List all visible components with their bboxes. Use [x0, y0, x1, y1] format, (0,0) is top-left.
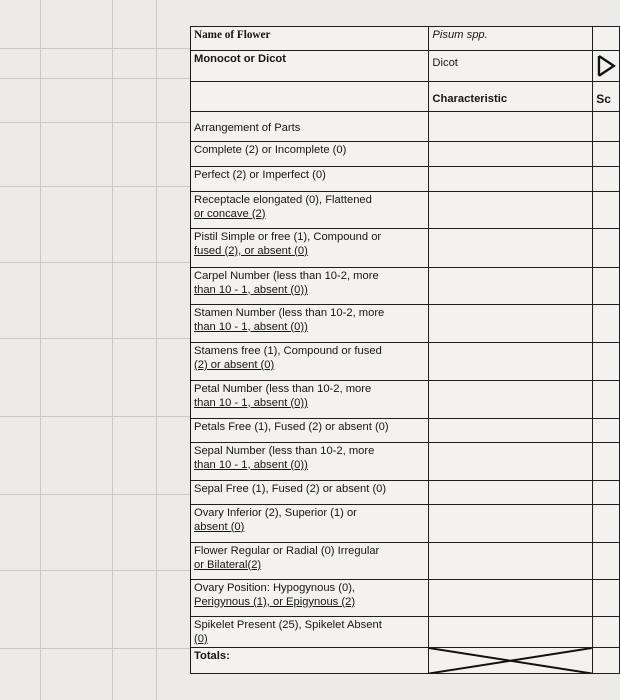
score-cell[interactable]	[593, 191, 620, 228]
species-cell[interactable]: Pisum spp.	[429, 27, 593, 51]
criterion-line: fused (2), or absent (0)	[194, 244, 308, 257]
criterion-line: Carpel Number (less than 10-2, more	[194, 269, 379, 282]
gridline	[0, 494, 190, 495]
criterion-line: Ovary Position: Hypogynous (0),	[194, 581, 356, 594]
characteristic-cell[interactable]	[429, 267, 593, 304]
gridline	[0, 416, 190, 417]
score-cell[interactable]	[593, 442, 620, 480]
score-cell[interactable]	[593, 267, 620, 304]
score-cell[interactable]	[593, 616, 620, 647]
criterion-line: Ovary Inferior (2), Superior (1) or	[194, 506, 357, 519]
criterion-label	[191, 542, 429, 579]
totals-crossed-cell	[429, 647, 593, 673]
characteristic-cell[interactable]	[429, 418, 593, 442]
cross-out-icon	[429, 648, 592, 673]
gridline	[0, 48, 190, 49]
criterion-line: Perigynous (1), or Epigynous (2)	[194, 595, 356, 608]
table-row	[191, 579, 620, 616]
table-row	[191, 191, 620, 228]
criterion-line: Sepal Free (1), Fused (2) or absent (0)	[194, 482, 387, 495]
criterion-line: Receptacle elongated (0), Flattened	[194, 193, 372, 206]
criterion-label	[191, 191, 429, 228]
criterion-label	[191, 480, 429, 504]
score-cell[interactable]	[593, 342, 620, 380]
table-row	[191, 380, 620, 418]
score-cell[interactable]	[593, 111, 620, 141]
criterion-line: or Bilateral(2)	[194, 558, 262, 571]
gridline	[112, 0, 113, 700]
gridline	[156, 0, 157, 700]
header-row-name	[191, 27, 620, 51]
arrow-cell	[593, 51, 620, 82]
criterion-line: Perfect (2) or Imperfect (0)	[194, 168, 326, 181]
characteristic-cell[interactable]	[429, 304, 593, 342]
criterion-label	[191, 141, 429, 166]
monocot-or-dicot-label: Monocot or Dicot	[191, 51, 429, 82]
score-cell[interactable]	[593, 141, 620, 166]
gridline	[0, 262, 190, 263]
criterion-line: than 10 - 1, absent (0))	[194, 458, 308, 471]
header-row-characteristic	[191, 81, 620, 111]
criterion-label	[191, 342, 429, 380]
gridline	[40, 0, 41, 700]
criterion-line: absent (0)	[194, 520, 245, 533]
criterion-label	[191, 380, 429, 418]
criterion-label	[191, 166, 429, 191]
totals-score-cell[interactable]	[593, 647, 620, 673]
totals-label: Totals:	[191, 647, 429, 673]
criterion-label	[191, 111, 429, 141]
criterion-line: Petal Number (less than 10-2, more	[194, 382, 372, 395]
criterion-label	[191, 616, 429, 647]
criterion-line: Spikelet Present (25), Spikelet Absent	[194, 618, 382, 631]
score-cell[interactable]	[593, 542, 620, 579]
criterion-line: or concave (2)	[194, 207, 266, 220]
table-row	[191, 111, 620, 141]
characteristic-header: Characteristic	[429, 81, 593, 111]
criterion-label	[191, 267, 429, 304]
criterion-line: than 10 - 1, absent (0))	[194, 320, 308, 333]
criterion-line: (2) or absent (0)	[194, 358, 275, 371]
characteristic-cell[interactable]	[429, 504, 593, 542]
score-cell[interactable]	[593, 380, 620, 418]
characteristic-cell[interactable]	[429, 542, 593, 579]
criterion-label	[191, 442, 429, 480]
arrow-mark-icon	[596, 52, 616, 80]
table-row	[191, 304, 620, 342]
criterion-line: Stamens free (1), Compound or fused	[194, 344, 382, 357]
table-row	[191, 542, 620, 579]
criterion-line: Complete (2) or Incomplete (0)	[194, 143, 347, 156]
gridline	[0, 338, 190, 339]
blank-label-cell	[191, 81, 429, 111]
criterion-line: Arrangement of Parts	[194, 121, 301, 134]
table-row	[191, 342, 620, 380]
score-cell[interactable]	[593, 418, 620, 442]
criterion-line: than 10 - 1, absent (0))	[194, 283, 308, 296]
criterion-line: Petals Free (1), Fused (2) or absent (0)	[194, 420, 389, 433]
characteristic-cell[interactable]	[429, 380, 593, 418]
table-row	[191, 480, 620, 504]
table-row	[191, 228, 620, 267]
criterion-label	[191, 418, 429, 442]
score-cell[interactable]	[593, 166, 620, 191]
flower-characteristics-table	[190, 26, 620, 674]
score-header: Sc	[593, 81, 620, 111]
table-row	[191, 418, 620, 442]
characteristic-cell[interactable]	[429, 111, 593, 141]
totals-row	[191, 647, 620, 673]
characteristic-cell[interactable]	[429, 228, 593, 267]
table-row	[191, 616, 620, 647]
class-value-cell[interactable]: Dicot	[429, 51, 593, 82]
criterion-line: than 10 - 1, absent (0))	[194, 396, 308, 409]
gridline	[0, 186, 190, 187]
gridline	[0, 122, 190, 123]
score-cell[interactable]	[593, 480, 620, 504]
criterion-line: Flower Regular or Radial (0) Irregular	[194, 544, 380, 557]
characteristic-cell[interactable]	[429, 166, 593, 191]
score-cell[interactable]	[593, 228, 620, 267]
table-row	[191, 442, 620, 480]
header-row-class	[191, 51, 620, 82]
score-cell[interactable]	[593, 504, 620, 542]
criterion-line: (0)	[194, 632, 208, 645]
score-cell[interactable]	[593, 579, 620, 616]
table-row	[191, 166, 620, 191]
gridline	[0, 78, 190, 79]
table-row	[191, 141, 620, 166]
characteristic-cell[interactable]	[429, 579, 593, 616]
score-cell[interactable]	[593, 304, 620, 342]
characteristic-cell[interactable]	[429, 141, 593, 166]
criterion-line: Pistil Simple or free (1), Compound or	[194, 230, 382, 243]
characteristic-cell[interactable]	[429, 442, 593, 480]
table-row	[191, 504, 620, 542]
criterion-line: Sepal Number (less than 10-2, more	[194, 444, 375, 457]
characteristic-cell[interactable]	[429, 616, 593, 647]
gridline	[0, 648, 190, 649]
criterion-label	[191, 228, 429, 267]
characteristic-cell[interactable]	[429, 191, 593, 228]
criterion-label	[191, 304, 429, 342]
name-of-flower-label: Name of Flower	[191, 27, 429, 51]
gridline	[0, 570, 190, 571]
table-row	[191, 267, 620, 304]
species-cell-overflow[interactable]	[593, 27, 620, 51]
criterion-line: Stamen Number (less than 10-2, more	[194, 306, 385, 319]
characteristic-cell[interactable]	[429, 342, 593, 380]
criterion-label	[191, 579, 429, 616]
characteristic-cell[interactable]	[429, 480, 593, 504]
criterion-label	[191, 504, 429, 542]
